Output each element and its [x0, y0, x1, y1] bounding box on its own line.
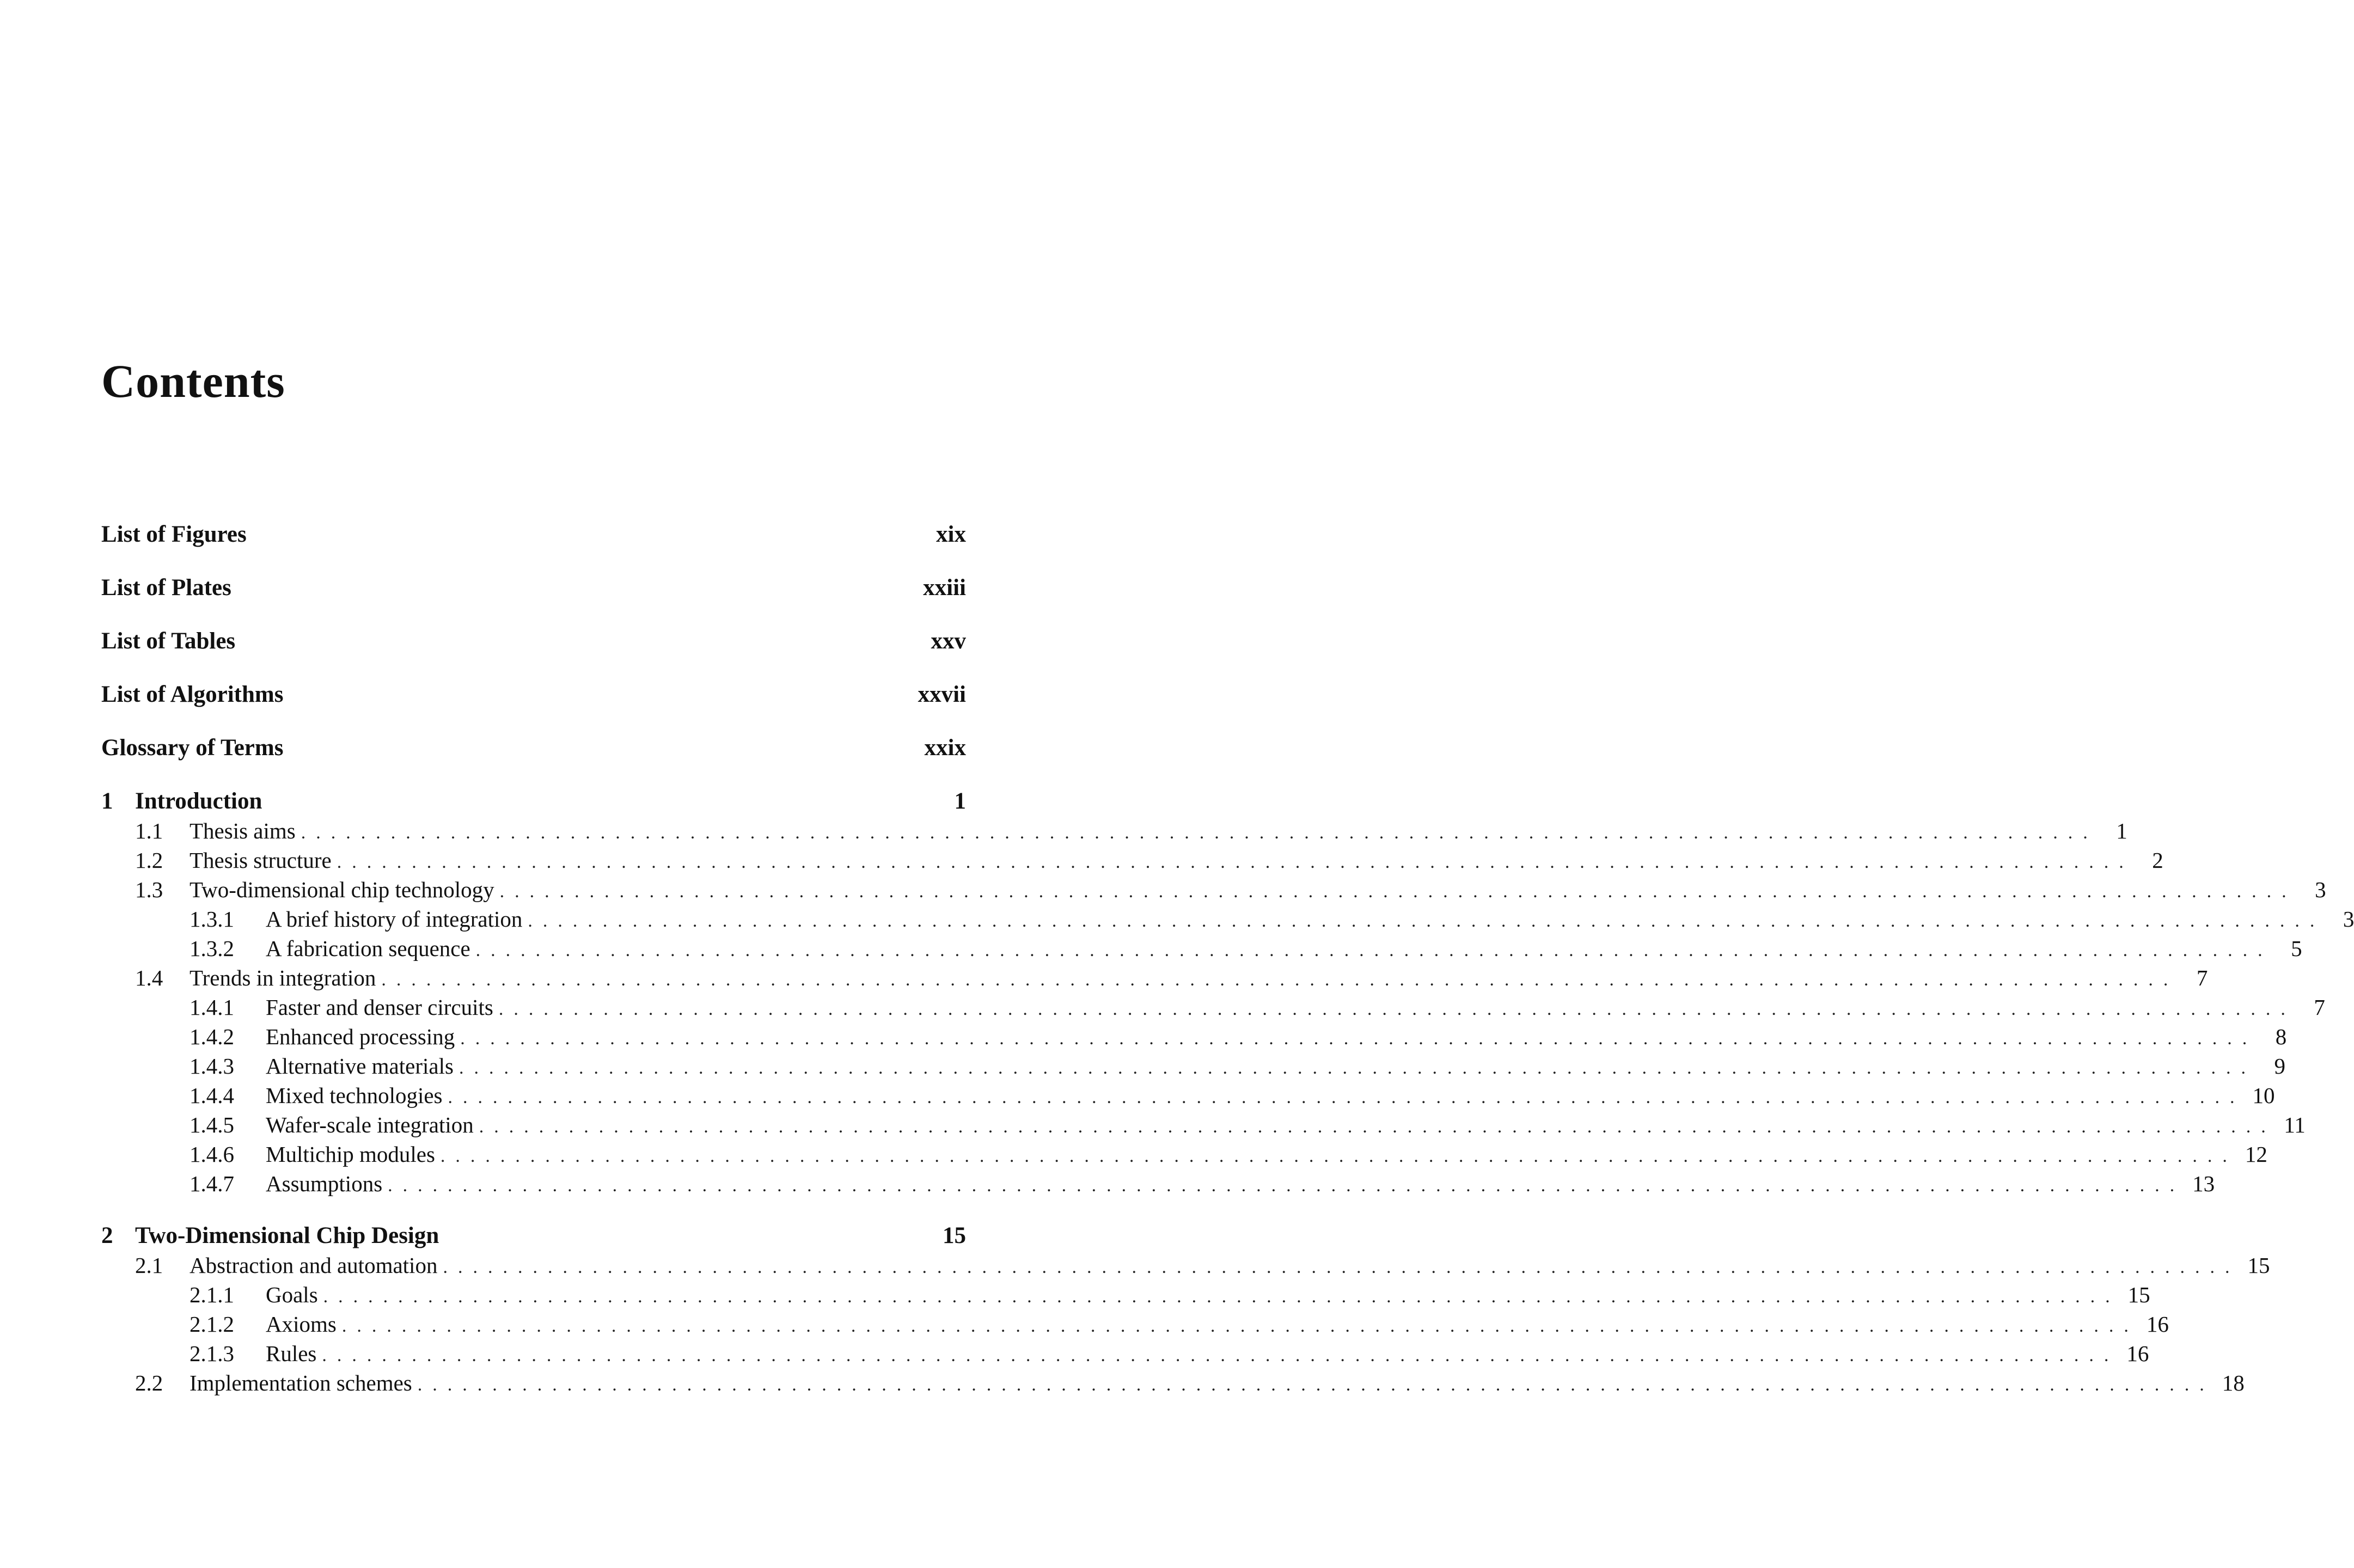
toc-front-entry[interactable] — [101, 573, 966, 603]
subsection-number: 2.1.3 — [189, 1341, 234, 1366]
toc-subsection-entry[interactable] — [101, 934, 2302, 963]
subsection-page: 11 — [2284, 1112, 2306, 1137]
toc-subsection-entry[interactable] — [101, 904, 2354, 934]
toc-subsection-entry[interactable] — [101, 1081, 2275, 1110]
subsection-title: Axioms — [266, 1312, 337, 1337]
section-page: 7 — [2196, 965, 2208, 990]
dot-leader: ........................................................................................................................ — [443, 1257, 2240, 1277]
section-page: 2 — [2152, 848, 2163, 873]
dot-leader: ........................................................................................................................ — [475, 940, 2273, 960]
dot-leader: ........................................................................................................................ — [448, 1087, 2245, 1107]
toc-section-entry[interactable] — [101, 846, 2163, 875]
section-number: 1.1 — [135, 818, 163, 843]
toc-chapter-entry[interactable] — [101, 787, 966, 816]
subsection-number: 1.4.4 — [189, 1083, 234, 1108]
section-title: Thesis aims — [189, 818, 296, 843]
toc-subsection-entry[interactable] — [101, 1309, 2169, 1339]
section-number: 1.3 — [135, 877, 163, 902]
subsection-page: 12 — [2245, 1142, 2267, 1167]
section-title: Thesis structure — [189, 848, 332, 873]
subsection-page: 3 — [2343, 906, 2354, 932]
dot-leader: ........................................................................................................................ — [440, 1146, 2237, 1166]
section-page: 1 — [2116, 818, 2127, 843]
entry-title: List of Algorithms — [101, 682, 284, 707]
entry-page: xxvii — [918, 682, 966, 707]
toc-section-entry[interactable] — [101, 816, 2127, 846]
section-number: 1.2 — [135, 848, 163, 873]
subsection-title: A fabrication sequence — [266, 936, 470, 961]
subsection-number: 1.4.2 — [189, 1024, 234, 1049]
subsection-title: Goals — [266, 1282, 318, 1307]
toc-front-entry[interactable] — [101, 627, 966, 656]
subsection-page: 16 — [2126, 1341, 2149, 1366]
toc-subsection-entry[interactable] — [101, 1140, 2267, 1169]
entry-page: xxv — [931, 628, 966, 654]
section-number: 2.2 — [135, 1370, 163, 1395]
chapter-title: Introduction — [135, 788, 262, 814]
dot-leader: ........................................................................................................................ — [417, 1375, 2215, 1395]
entry-page: xix — [936, 522, 966, 547]
dot-leader: ........................................................................................................................ — [460, 1028, 2258, 1049]
toc-subsection-entry[interactable] — [101, 1339, 2149, 1368]
subsection-number: 1.3.1 — [189, 906, 234, 932]
dot-leader: ........................................................................................................................ — [388, 1175, 2185, 1196]
toc-subsection-entry[interactable] — [101, 1110, 2306, 1140]
subsection-page: 7 — [2314, 995, 2325, 1020]
chapter-title: Two-Dimensional Chip Design — [135, 1223, 439, 1248]
chapter-page: 15 — [943, 1223, 966, 1248]
dot-leader: ........................................................................................................................ — [458, 1058, 2256, 1078]
subsection-title: Alternative materials — [266, 1054, 454, 1079]
subsection-number: 2.1.1 — [189, 1282, 234, 1307]
toc-section-entry[interactable] — [101, 963, 2208, 993]
subsection-number: 1.3.2 — [189, 936, 234, 961]
toc-section-entry[interactable] — [101, 1368, 2245, 1398]
entry-page: xxiii — [923, 575, 966, 601]
subsection-number: 2.1.2 — [189, 1312, 234, 1337]
dot-leader: ........................................................................................................................ — [528, 911, 2325, 931]
entry-title: List of Plates — [101, 575, 231, 601]
subsection-title: Wafer-scale integration — [266, 1112, 474, 1137]
entry-title: Glossary of Terms — [101, 735, 284, 761]
toc-subsection-entry[interactable] — [101, 1280, 2150, 1309]
entry-title: List of Figures — [101, 522, 247, 547]
subsection-page: 8 — [2275, 1024, 2287, 1049]
subsection-title: Multichip modules — [266, 1142, 435, 1167]
page-title: Contents — [101, 355, 285, 407]
subsection-title: A brief history of integration — [266, 906, 523, 932]
entry-page: xxix — [924, 735, 966, 761]
subsection-page: 13 — [2192, 1171, 2215, 1196]
subsection-number: 1.4.7 — [189, 1171, 234, 1196]
toc-front-entry[interactable] — [101, 680, 966, 709]
dot-leader: ........................................................................................................................ — [322, 1345, 2119, 1365]
dot-leader: ........................................................................................................................ — [323, 1287, 2120, 1307]
dot-leader: ........................................................................................................................ — [337, 852, 2134, 872]
subsection-page: 5 — [2291, 936, 2302, 961]
toc-chapter-entry[interactable] — [101, 1221, 966, 1251]
dot-leader: ........................................................................................................................ — [479, 1117, 2276, 1137]
subsection-page: 15 — [2127, 1282, 2150, 1307]
subsection-title: Faster and denser circuits — [266, 995, 493, 1020]
section-title: Two-dimensional chip technology — [189, 877, 494, 902]
chapter-number: 1 — [101, 788, 113, 814]
toc-subsection-entry[interactable] — [101, 1051, 2285, 1081]
toc-subsection-entry[interactable] — [101, 1169, 2215, 1198]
toc-section-entry[interactable] — [101, 1251, 2270, 1280]
section-title: Implementation schemes — [189, 1370, 412, 1395]
section-page: 18 — [2222, 1370, 2245, 1395]
dot-leader: ........................................................................................................................ — [341, 1316, 2139, 1336]
dot-leader: ........................................................................................................................ — [498, 999, 2296, 1019]
subsection-number: 1.4.3 — [189, 1054, 234, 1079]
section-title: Abstraction and automation — [189, 1253, 438, 1278]
subsection-page: 10 — [2252, 1083, 2275, 1108]
subsection-title: Rules — [266, 1341, 317, 1366]
subsection-number: 1.4.5 — [189, 1112, 234, 1137]
section-number: 2.1 — [135, 1253, 163, 1278]
subsection-page: 16 — [2146, 1312, 2169, 1337]
dot-leader: ........................................................................................................................ — [499, 881, 2297, 902]
toc-subsection-entry[interactable] — [101, 993, 2325, 1022]
section-page: 15 — [2247, 1253, 2270, 1278]
subsection-page: 9 — [2274, 1054, 2285, 1079]
section-number: 1.4 — [135, 965, 163, 990]
dot-leader: ........................................................................................................................ — [381, 970, 2179, 990]
subsection-number: 1.4.1 — [189, 995, 234, 1020]
toc-subsection-entry[interactable] — [101, 1022, 2287, 1051]
subsection-title: Assumptions — [266, 1171, 383, 1196]
dot-leader: ........................................................................................................................ — [301, 823, 2098, 843]
section-page: 3 — [2315, 877, 2326, 902]
entry-title: List of Tables — [101, 628, 236, 654]
chapter-page: 1 — [954, 788, 966, 814]
subsection-title: Mixed technologies — [266, 1083, 443, 1108]
subsection-title: Enhanced processing — [266, 1024, 455, 1049]
chapter-number: 2 — [101, 1223, 113, 1248]
toc-front-entry[interactable] — [101, 733, 966, 763]
toc-section-entry[interactable] — [101, 875, 2326, 904]
toc-front-entry[interactable] — [101, 520, 966, 549]
section-title: Trends in integration — [189, 965, 376, 990]
subsection-number: 1.4.6 — [189, 1142, 234, 1167]
